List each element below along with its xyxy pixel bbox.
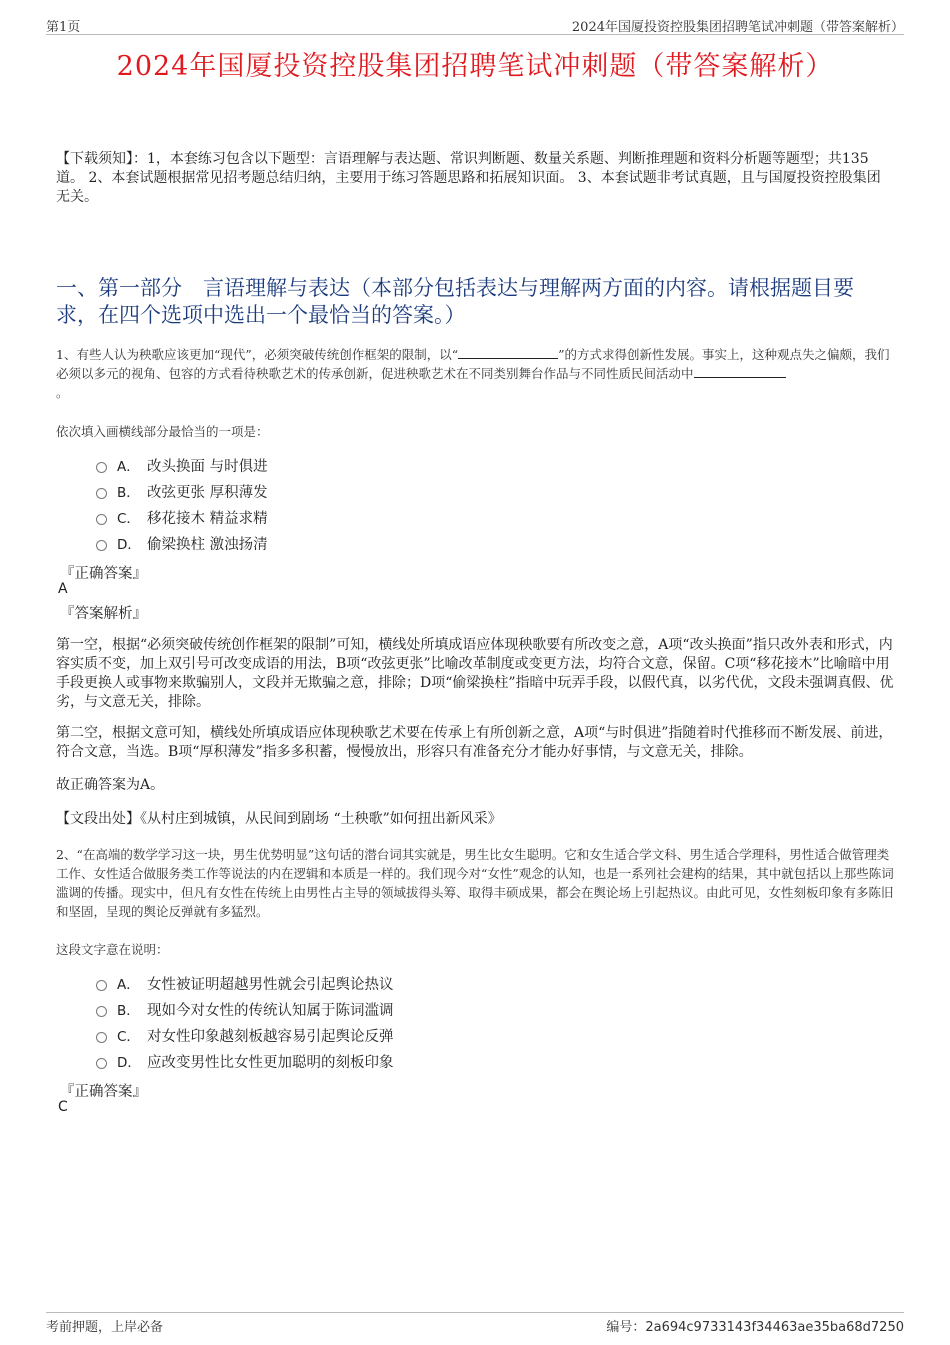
analysis-label: 『答案解析』 <box>60 606 147 622</box>
option-c[interactable]: C． 移花接木 精益求精 <box>96 504 268 530</box>
document-code: 编号：2a694c9733143f34463ae35ba68d7250 <box>606 1320 904 1335</box>
correct-answer: C <box>58 1099 68 1115</box>
option-b[interactable]: B． 现如今对女性的传统认知属于陈词滥调 <box>96 996 394 1022</box>
question-1-instruction: 依次填入画横线部分最恰当的一项是： <box>56 424 269 439</box>
document-title: 2024年国厦投资控股集团招聘笔试冲刺题（带答案解析） <box>116 51 834 82</box>
question-1-stem: 1、有些人认为秧歌应该更加“现代”，必须突破传统创作框架的限制，以“ ”的方式求得创新性发展。事实上，这种观点失之偏颇，我们必须以多元的视角、包容的方式看待秧歌艺术的传承创新，促进秧歌艺术在不同类别舞台作品与不同性质民间活动中 。 <box>56 347 890 400</box>
radio-icon[interactable] <box>96 1006 107 1017</box>
option-c[interactable]: C． 对女性印象越刻板越容易引起舆论反弹 <box>96 1022 394 1048</box>
header-doc-title: 2024年国厦投资控股集团招聘笔试冲刺题（带答案解析） <box>571 20 904 35</box>
question-1-options <box>96 452 268 556</box>
option-b[interactable]: B． 改弦更张 厚积薄发 <box>96 478 268 504</box>
radio-icon[interactable] <box>96 980 107 991</box>
answer-blank-1 <box>458 346 558 359</box>
page-header <box>46 14 904 35</box>
correct-answer-label: 『正确答案』 <box>60 566 147 582</box>
question-2-options <box>96 970 394 1074</box>
footer-slogan: 考前押题，上岸必备 <box>46 1320 164 1335</box>
correct-answer: A <box>58 581 68 597</box>
radio-icon[interactable] <box>96 462 107 473</box>
option-a[interactable]: A． 女性被证明超越男性就会引起舆论热议 <box>96 970 394 996</box>
analysis-conclusion: 故正确答案为A。 <box>56 777 165 793</box>
radio-icon[interactable] <box>96 488 107 499</box>
radio-icon[interactable] <box>96 1058 107 1069</box>
question-2-instruction: 这段文字意在说明： <box>56 942 169 957</box>
question-2-stem: 2、“在高端的数学学习这一块，男生优势明显”这句话的潜台词其实就是，男生比女生聪明。它和女生适合学文科、男生适合学理科，男性适合做管理类工作、女性适合做服务类工作等说法的内在逻辑和本质是一样的。我们现今对“女性”观念的认知，也是一系列社会建构的结果，其中就包括以上那些陈词滥调的传播。现实中，但凡有女性在传统上由男性占主导的领域拔得头筹、取得丰硕成果，都会在舆论场上引起热议。由此可见，女性刻板印象有多陈旧和坚固，呈现的舆论反弹就有多猛烈。 <box>56 847 894 919</box>
option-a[interactable]: A． 改头换面 与时俱进 <box>96 452 268 478</box>
option-d[interactable]: D． 应改变男性比女性更加聪明的刻板印象 <box>96 1048 394 1074</box>
radio-icon[interactable] <box>96 540 107 551</box>
section-title: 一、第一部分 言语理解与表达（本部分包括表达与理解两方面的内容。请根据题目要求，在四个选项中选出一个最恰当的答案。） <box>56 276 854 327</box>
download-notice: 【下载须知】：1，本套练习包含以下题型：言语理解与表达题、常识判断题、数量关系题、判断推理题和资料分析题等题型；共135道。 2、本套试题根据常见招考题总结归纳，主要用于练习答题思路和拓展知识面。 3、本套试题非考试真题，且与国厦投资控股集团无关。 <box>56 151 881 205</box>
option-d[interactable]: D． 偷梁换柱 激浊扬清 <box>96 530 268 556</box>
radio-icon[interactable] <box>96 1032 107 1043</box>
analysis-paragraph-2: 第二空，根据文意可知，横线处所填成语应体现秧歌艺术要在传承上有所创新之意，A项“与时俱进”指随着时代推移而不断发展、前进，符合文意，当选。B项“厚积薄发”指多多积蓄，慢慢放出，形容只有准备充分才能办好事情，与文意无关，排除。 <box>56 725 893 760</box>
answer-blank-2 <box>694 365 786 378</box>
text-source: 【文段出处】《从村庄到城镇，从民间到剧场 “土秧歌”如何扭出新风采》 <box>56 811 502 827</box>
page-footer <box>46 1312 904 1333</box>
analysis-paragraph-1: 第一空，根据“必须突破传统创作框架的限制”可知，横线处所填成语应体现秧歌要有所改变之意，A项“改头换面”指只改外表和形式，内容实质不变，加上双引号可改变成语的用法，B项“改弦更张”比喻改革制度或变更方法，均符合文意，保留。C项“移花接木”比喻暗中用手段更换人或事物来欺骗别人，文段并无欺骗之意，排除；D项“偷梁换柱”指暗中玩弄手段，以假代真，以劣代优，文段未强调真假、优劣，与文意无关，排除。 <box>56 637 894 710</box>
correct-answer-label: 『正确答案』 <box>60 1084 147 1100</box>
page-number: 第1页 <box>46 20 81 35</box>
radio-icon[interactable] <box>96 514 107 525</box>
